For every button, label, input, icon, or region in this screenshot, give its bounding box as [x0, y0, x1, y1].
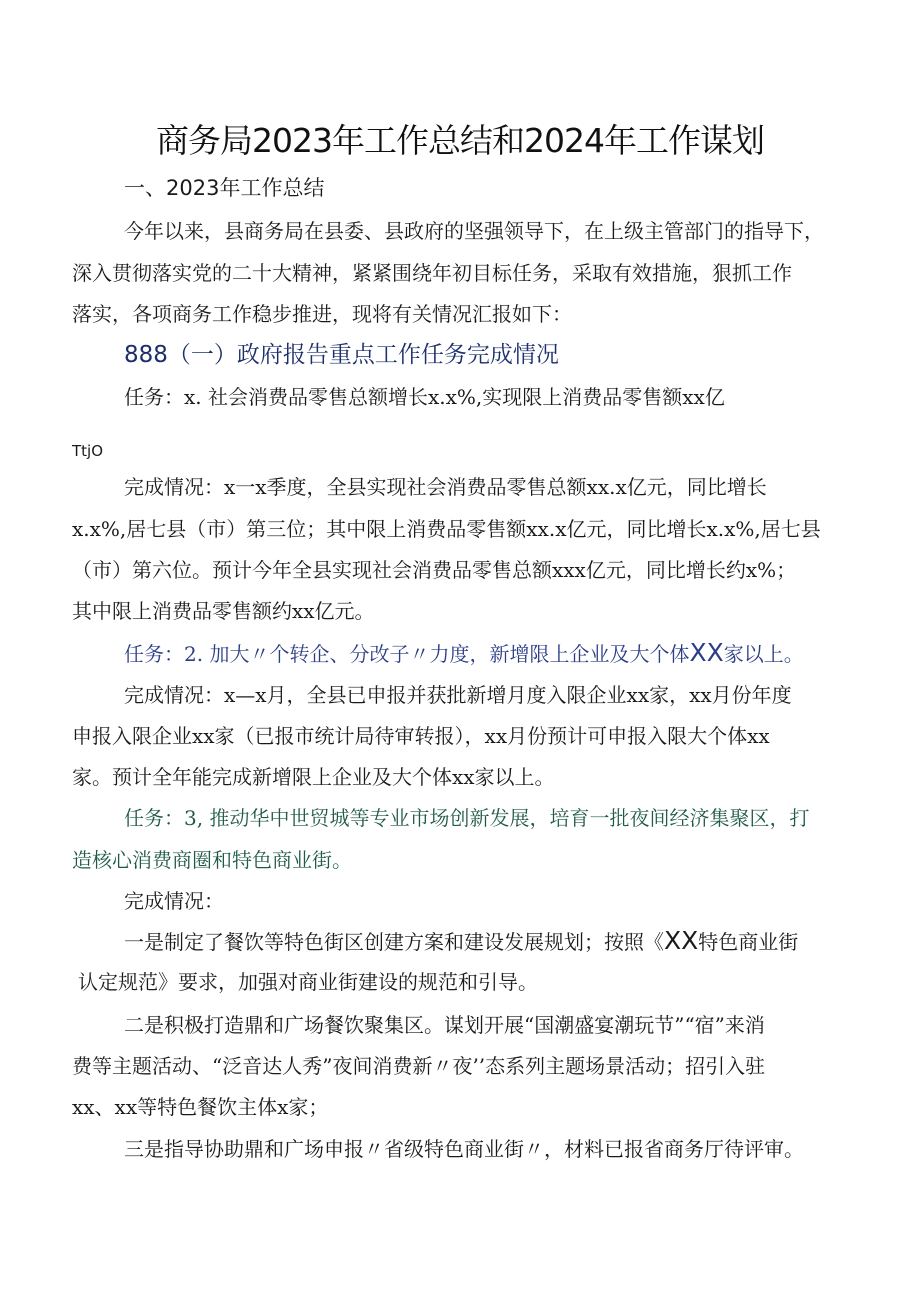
intro-line-2: 深入贯彻落实党的二十大精神，紧紧围绕年初目标任务，采取有效措施，狠抓工作 [72, 261, 792, 285]
section-heading: 一、2023年工作总结 [124, 176, 325, 200]
task2-line [124, 638, 864, 669]
task3-line-1: 任务：3, 推动华中世贸城等专业市场创新发展，培育一批夜间经济集聚区，打 [124, 806, 810, 830]
task3-item2-line-3: xx、xx等特色餐饮主体x家； [72, 1095, 329, 1119]
task2-xx: XX [689, 638, 724, 667]
task3-item2-line-1: 二是积极打造鼎和广场餐饮聚集区。谋划开展“国潮盛宴潮玩节”“宿”来消 [124, 1013, 765, 1037]
document-title: 商务局2023年工作总结和2024年工作谋划 [156, 121, 764, 160]
task3-item2-line-2: 费等主题活动、“泛音达人秀”夜间消费新〃夜’’态系列主题场景活动；招引入驻 [72, 1054, 766, 1078]
task1-line-fragment: TtjO [72, 442, 104, 460]
task2-completion-line-2: 申报入限企业xx家（已报市统计局待审转报），xx月份预计可申报入限大个体xx [72, 724, 770, 748]
task1-completion-line-2: x.x%,居七县（市）第三位；其中限上消费品零售额xx.x亿元，同比增长x.x%,居七县 [72, 517, 821, 541]
task3-item3-line: 三是指导协助鼎和广场申报〃省级特色商业街〃，材料已报省商务厅待评审。 [124, 1137, 804, 1161]
task3-line-2: 造核心消费商圈和特色商业街。 [72, 848, 352, 872]
task3-item1-line-1 [124, 926, 864, 957]
task3-item1-xx: XX [664, 926, 699, 955]
task3-completion-label: 完成情况： [124, 889, 224, 913]
task2-completion-line-1: 完成情况：x—x月，全县已申报并获批新增月度入限企业xx家，xx月份年度 [124, 683, 792, 707]
task3-item1-line-2: 认定规范》要求，加强对商业街建设的规范和引导。 [78, 970, 538, 994]
task3-item1-text-a: 一是制定了餐饮等特色街区创建方案和建设发展规划；按照《 [124, 930, 664, 954]
task2-completion-line-3: 家。预计全年能完成新增限上企业及大个体xx家以上。 [72, 765, 555, 789]
task1-completion-line-4: 其中限上消费品零售额约xx亿元。 [72, 599, 375, 623]
task3-item1-text-b: 特色商业街 [698, 930, 799, 954]
task2-text-a: 任务：2. 加大〃个转企、分改子〃力度，新增限上企业及大个体 [124, 642, 690, 666]
subheading: 888（一）政府报告重点工作任务完成情况 [124, 342, 559, 368]
intro-line-3: 落实，各项商务工作稳步推进，现将有关情况汇报如下： [72, 302, 572, 326]
task1-completion-line-3: （市）第六位。预计今年全县实现社会消费品零售总额xxx亿元，同比增长约x%； [72, 558, 797, 582]
task1-line: 任务：x. 社会消费品零售总额增长x.x%,实现限上消费品零售额xx亿 [124, 385, 725, 409]
intro-line-1: 今年以来，县商务局在县委、县政府的坚强领导下，在上级主管部门的指导下， [124, 219, 824, 243]
task1-completion-line-1: 完成情况：x一x季度，全县实现社会消费品零售总额xx.x亿元，同比增长 [124, 475, 767, 499]
task2-text-b: 家以上。 [723, 642, 804, 666]
